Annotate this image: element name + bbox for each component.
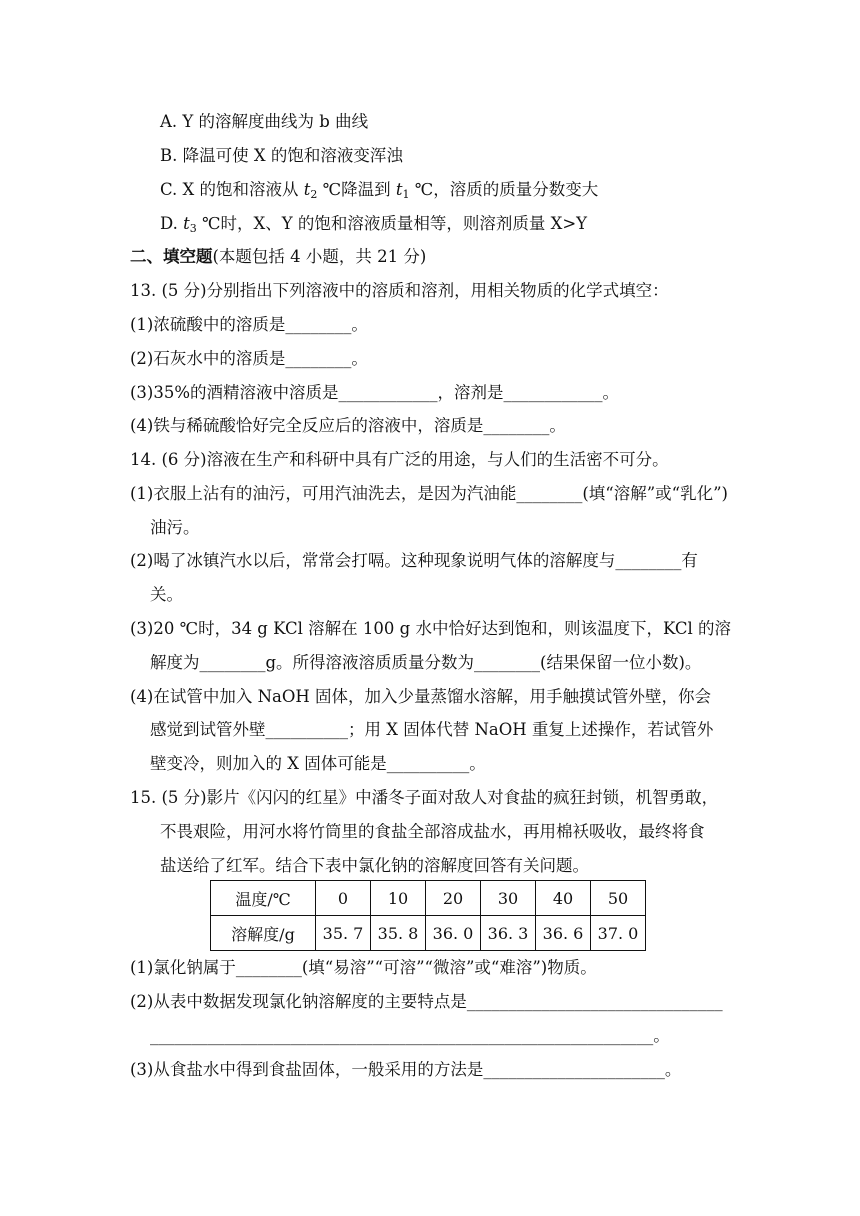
- table-header-solubility: 溶解度/g: [211, 916, 316, 951]
- q14-part4-line2: 感觉到试管外壁__________；用 X 固体代替 NaOH 重复上述操作，若试管外: [150, 720, 714, 739]
- table-cell: 0: [316, 881, 371, 916]
- table-cell: 36. 0: [426, 916, 481, 951]
- q13-part3: (3)35%的酒精溶液中溶质是____________，溶剂是____________。: [130, 383, 620, 402]
- table-cell: 35. 7: [316, 916, 371, 951]
- section-title: 二、填空题: [130, 247, 213, 266]
- table-row: [211, 916, 646, 951]
- q15-part3: (3)从食盐水中得到食盐固体，一般采用的方法是______________________。: [130, 1060, 682, 1079]
- solubility-table: [210, 880, 646, 951]
- q14-part3-line1: (3)20 ℃时，34 g KCl 溶解在 100 g 水中恰好达到饱和，则该温度下，KCl 的溶: [130, 619, 731, 638]
- table-cell: 20: [426, 881, 481, 916]
- q15-part2-line2: _____________________________________________________________。: [150, 1026, 670, 1045]
- q14-part3-line2: 解度为________g。所得溶液溶质质量分数为________(结果保留一位小数)。: [150, 653, 702, 672]
- table-cell: 30: [481, 881, 536, 916]
- q14-part1-line1: (1)衣服上沾有的油污，可用汽油洗去，是因为汽油能________(填“溶解”或“乳化”): [130, 484, 728, 503]
- q13-part1: (1)浓硫酸中的溶质是________。: [130, 315, 368, 334]
- table-row: [211, 881, 646, 916]
- option-c: C. X 的饱和溶液从 $t_2$ ℃降温到 $t_1$ ℃，溶质的质量分数变大: [160, 180, 599, 201]
- q14-part4-line1: (4)在试管中加入 NaOH 固体，加入少量蒸馏水溶解，用手触摸试管外壁，你会: [130, 687, 712, 706]
- section-heading: [130, 246, 426, 268]
- q14-part2-line2: 关。: [150, 585, 183, 604]
- table-cell: 36. 3: [481, 916, 536, 951]
- q15-stem-line2: 不畏艰险，用河水将竹筒里的食盐全部溶成盐水，再用棉袄吸收，最终将食: [160, 822, 705, 841]
- q15-part2-line1: (2)从表中数据发现氯化钠溶解度的主要特点是_______________________________: [130, 992, 723, 1011]
- q14-part4-line3: 壁变冷，则加入的 X 固体可能是__________。: [150, 754, 486, 773]
- q13-part2: (2)石灰水中的溶质是________。: [130, 349, 368, 368]
- table-cell: 50: [591, 881, 646, 916]
- q15-part1: (1)氯化钠属于________(填“易溶”“可溶”“微溶”或“难溶”)物质。: [130, 958, 597, 977]
- q15-stem-line3: 盐送给了红军。结合下表中氯化钠的溶解度回答有关问题。: [160, 856, 589, 875]
- option-b: B. 降温可使 X 的饱和溶液变浑浊: [160, 146, 403, 165]
- q13-part4: (4)铁与稀硫酸恰好完全反应后的溶液中，溶质是________。: [130, 416, 566, 435]
- table-cell: 37. 0: [591, 916, 646, 951]
- table-cell: 35. 8: [371, 916, 426, 951]
- table-cell: 36. 6: [536, 916, 591, 951]
- option-a: A. Y 的溶解度曲线为 b 曲线: [160, 112, 369, 131]
- option-d: D. $t_3$ ℃时，X、Y 的饱和溶液质量相等，则溶剂质量 X>Y: [160, 214, 588, 235]
- table-header-temperature: 温度/℃: [211, 881, 316, 916]
- section-note: (本题包括 4 小题，共 21 分): [212, 247, 427, 266]
- q14-part2-line1: (2)喝了冰镇汽水以后，常常会打嗝。这种现象说明气体的溶解度与________有: [130, 551, 698, 570]
- table-cell: 10: [371, 881, 426, 916]
- q13-stem: 13. (5 分)分别指出下列溶液中的溶质和溶剂，用相关物质的化学式填空：: [130, 281, 669, 300]
- table-cell: 40: [536, 881, 591, 916]
- q14-stem: 14. (6 分)溶液在生产和科研中具有广泛的用途，与人们的生活密不可分。: [130, 450, 669, 469]
- q15-stem-line1: 15. (5 分)影片《闪闪的红星》中潘冬子面对敌人对食盐的疯狂封锁，机智勇敢，: [130, 788, 719, 807]
- q14-part1-line2: 油污。: [150, 518, 200, 537]
